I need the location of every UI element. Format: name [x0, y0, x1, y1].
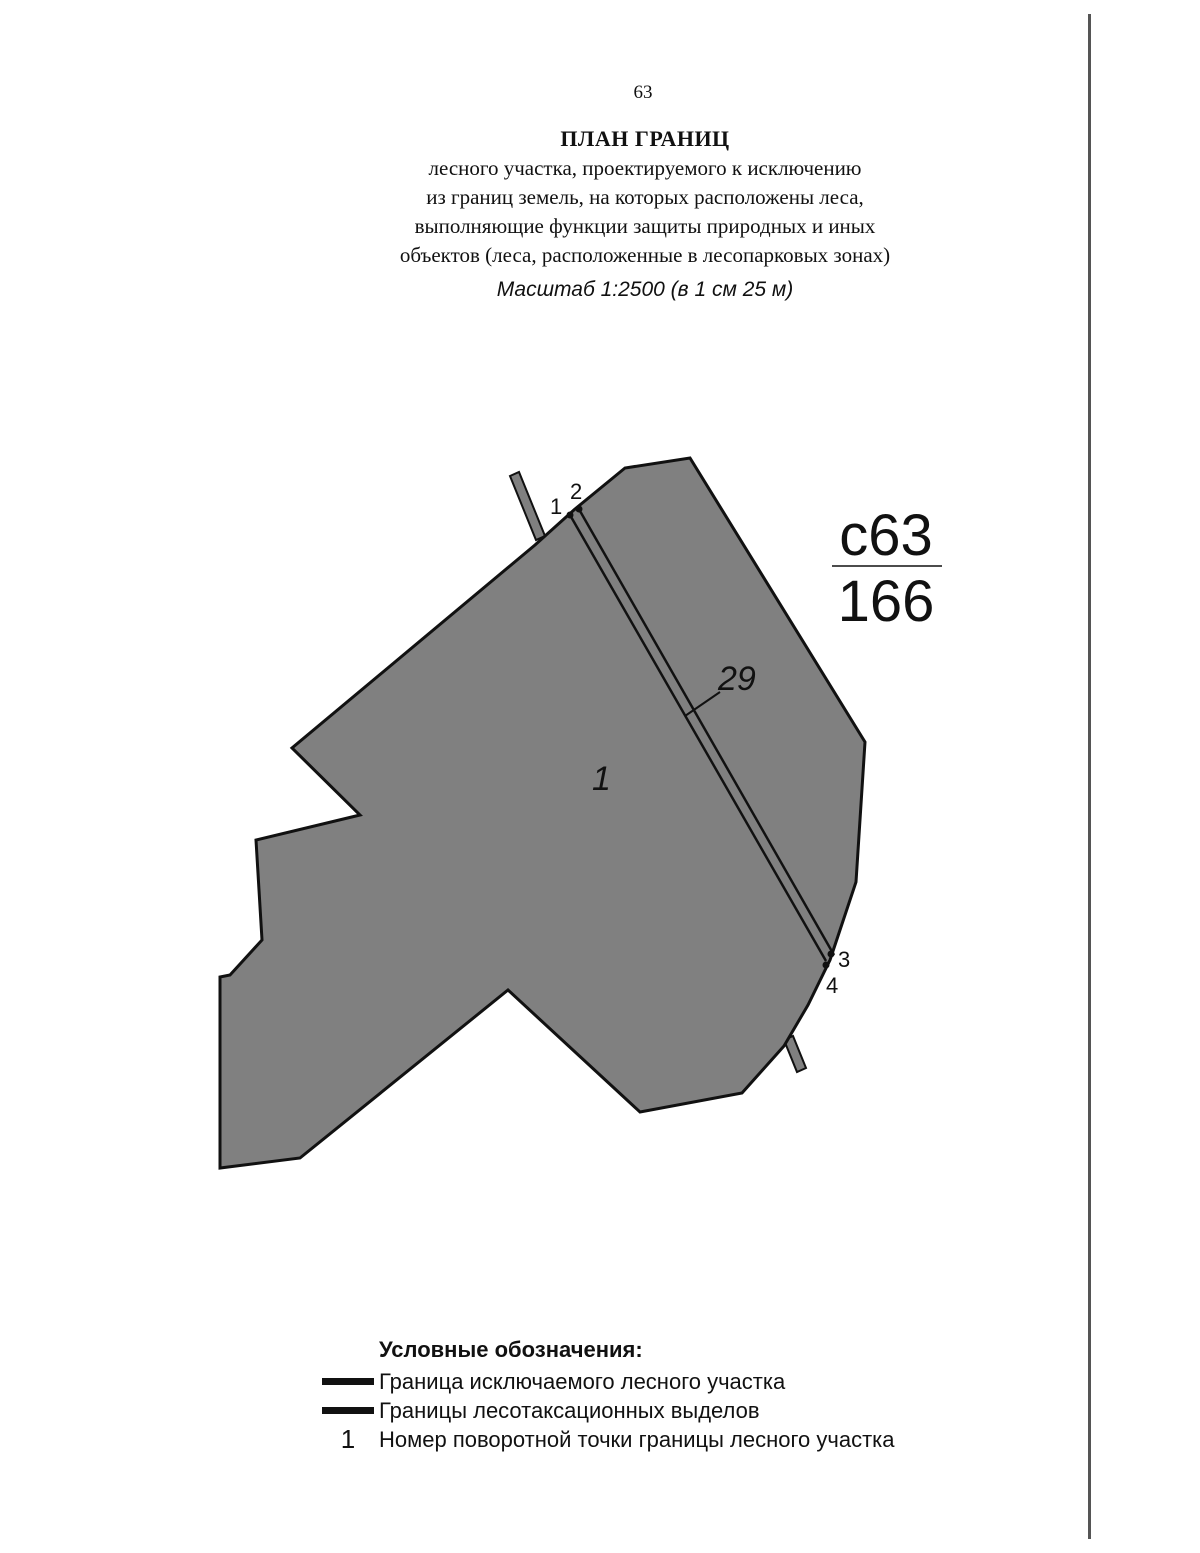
forest-plot-polygon	[220, 458, 865, 1168]
legend-line-symbol	[322, 1378, 374, 1385]
turning-point-label-1: 1	[550, 494, 563, 519]
map-scale: Масштаб 1:2500 (в 1 см 25 м)	[496, 278, 794, 301]
subtitle-line-4: объектов (леса, расположенные в лесопарковых зонах)	[399, 243, 891, 267]
turning-point-label-3: 3	[838, 947, 851, 972]
page-number: 63	[633, 82, 653, 103]
legend-point-symbol: 1	[340, 1424, 356, 1454]
legend-line-symbol	[322, 1407, 374, 1414]
legend-item-stand-boundaries	[322, 1396, 895, 1425]
plot-number-label: 1	[592, 760, 611, 798]
legend-item-label: Граница исключаемого лесного участка	[379, 1368, 786, 1394]
subtitle-line-2: из границ земель, на которых расположены леса,	[426, 185, 864, 209]
legend-item-turning-point	[322, 1425, 895, 1454]
turning-point-1	[567, 512, 574, 519]
turning-point-2	[576, 506, 583, 513]
turning-point-label-2: 2	[570, 479, 583, 504]
corridor-stub-top	[510, 472, 545, 540]
legend	[322, 1337, 895, 1454]
page-title: ПЛАН ГРАНИЦ	[560, 126, 730, 151]
turning-point-4	[823, 962, 830, 969]
corridor-number-label: 29	[718, 660, 756, 698]
legend-item-label: Номер поворотной точки границы лесного участка	[379, 1426, 895, 1452]
turning-point-label-4: 4	[826, 973, 839, 998]
subtitle-line-1: лесного участка, проектируемого к исключению	[428, 156, 862, 180]
turning-point-3	[828, 951, 835, 958]
legend-item-label: Границы лесотаксационных выделов	[379, 1397, 760, 1423]
legend-heading: Условные обозначения:	[379, 1337, 643, 1362]
quarter-numerator: с63	[839, 503, 933, 568]
legend-item-plot-boundary	[322, 1367, 895, 1396]
quarter-denominator: 166	[837, 569, 935, 634]
subtitle-line-3: выполняющие функции защиты природных и иных	[414, 214, 876, 238]
